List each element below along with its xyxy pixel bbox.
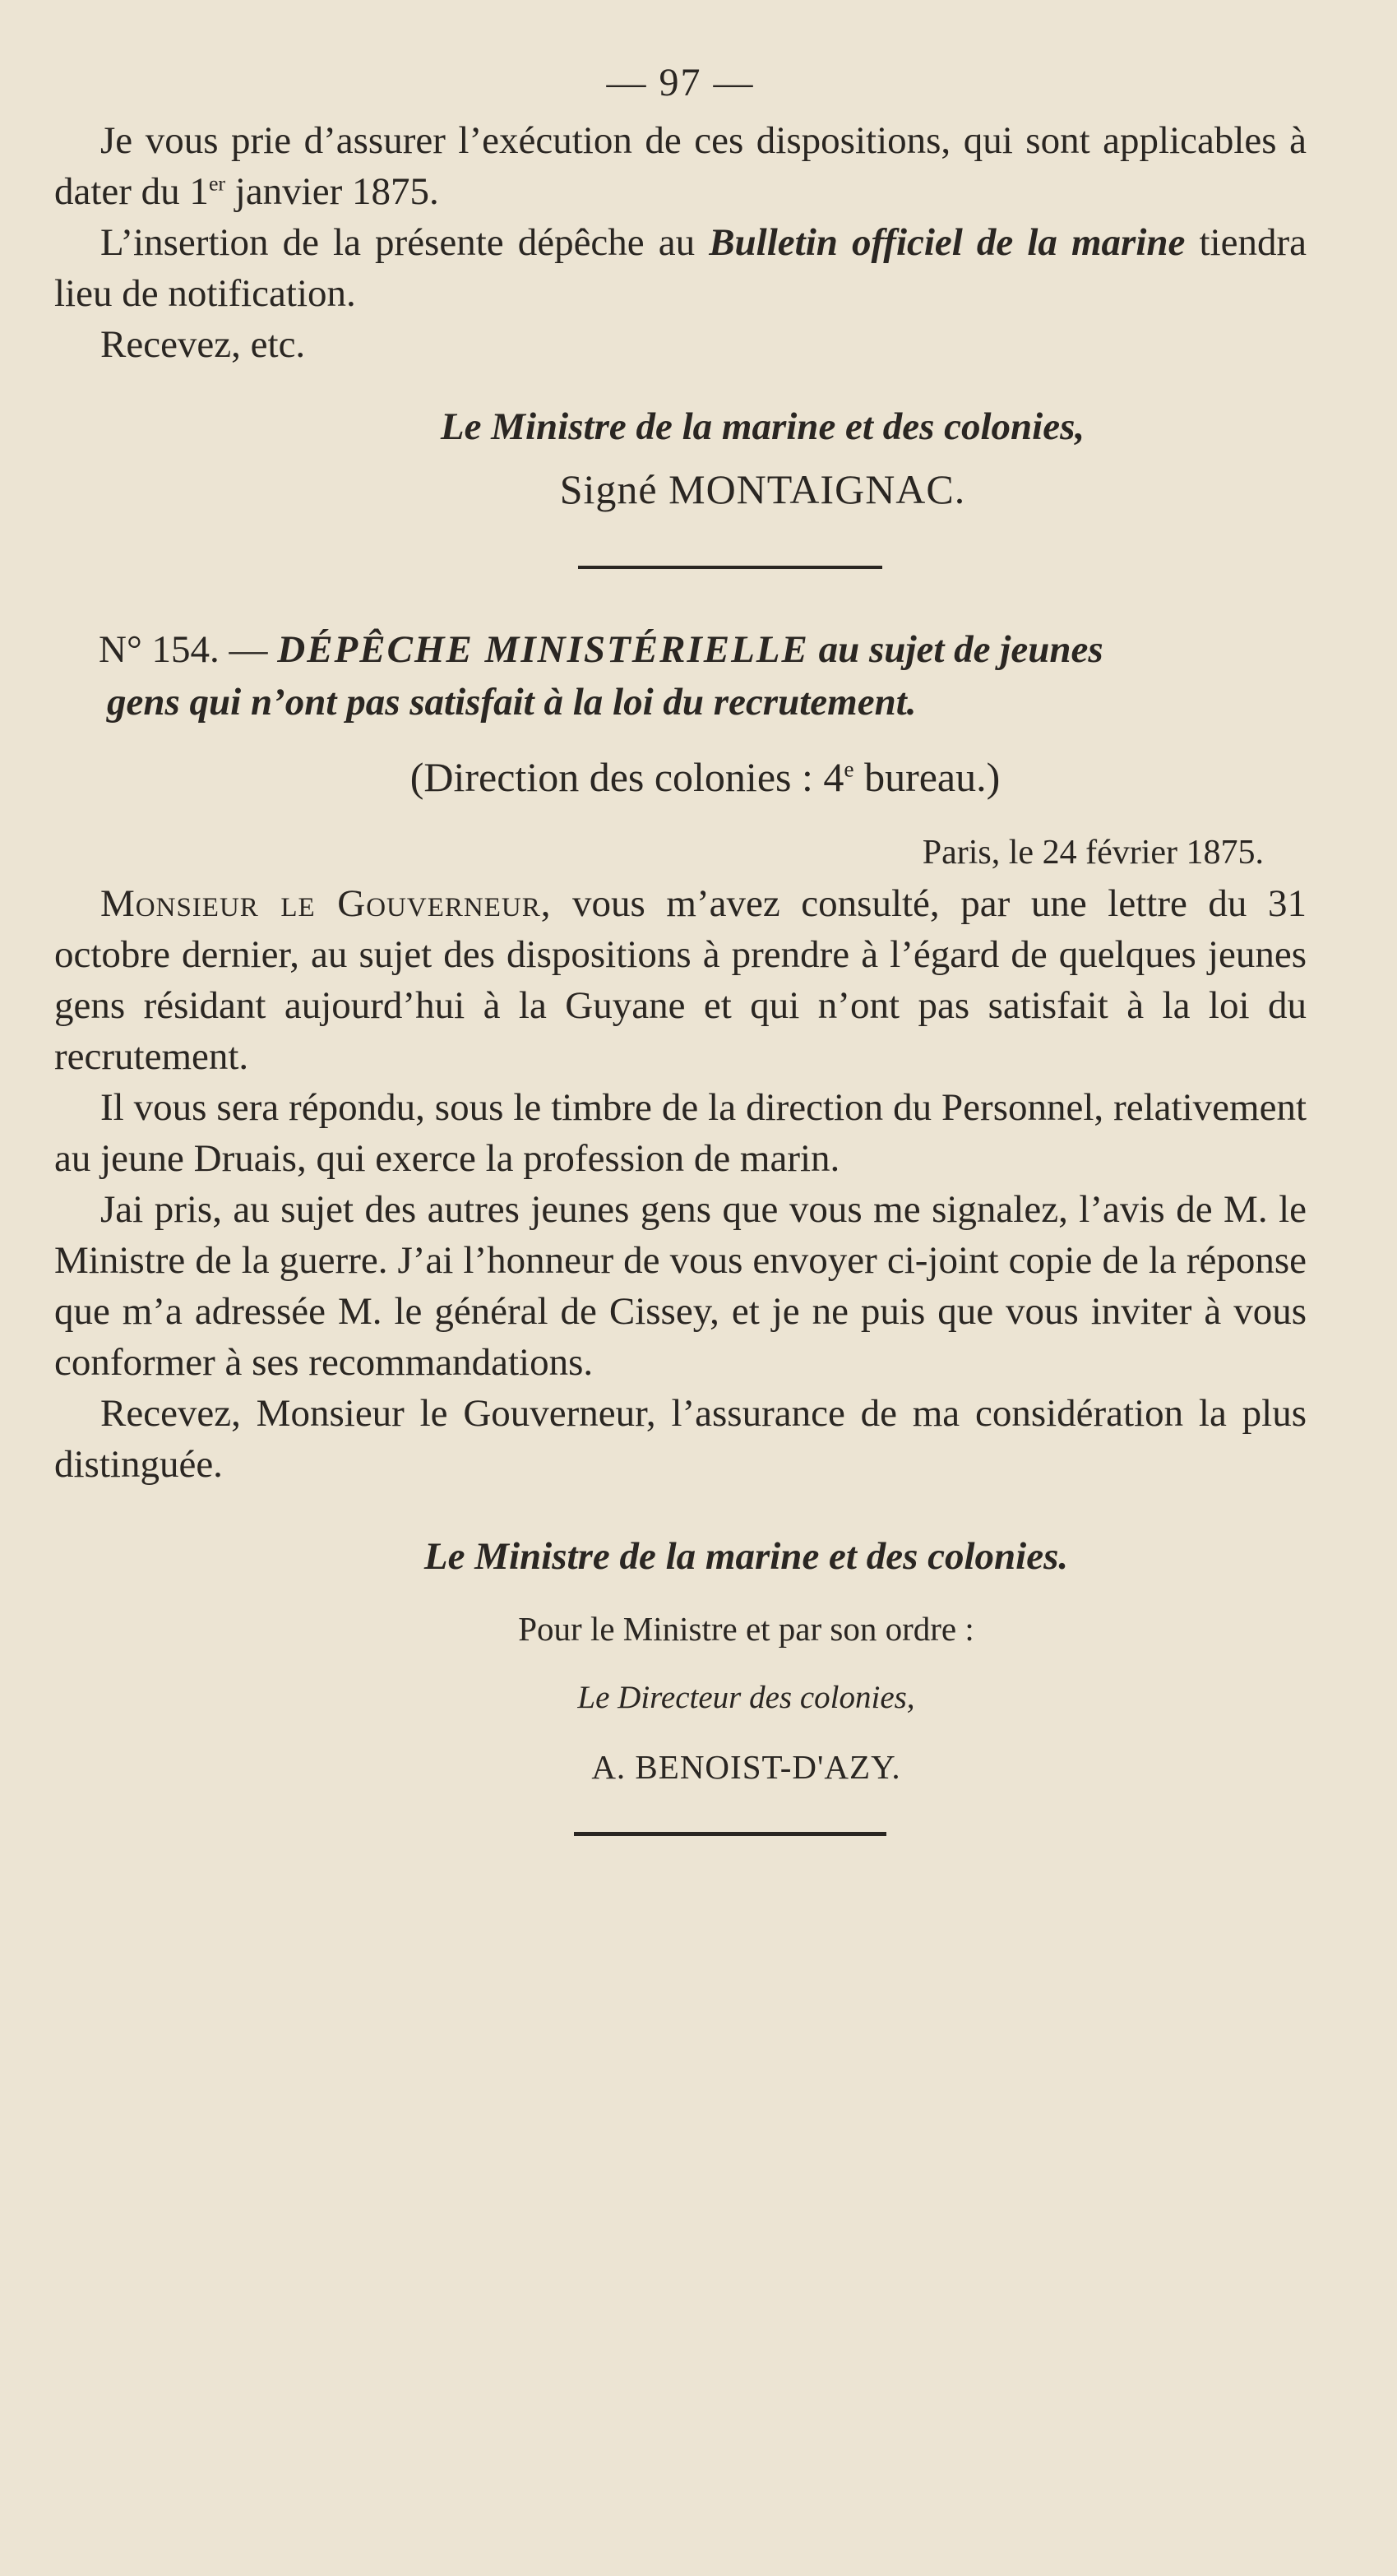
signature-1-title: Le Ministre de la marine et des colonies,	[440, 405, 1085, 448]
signature-2-title: Le Ministre de la marine et des colonies.	[423, 1535, 1069, 1578]
heading-line2: gens qui n’ont pas satisfait à la loi du recrutement.	[107, 681, 917, 724]
section-heading	[54, 623, 1307, 728]
heading-caps: DÉPÊCHE MINISTÉRIELLE	[277, 628, 809, 671]
direction-line	[54, 752, 1307, 802]
paragraph-insertion	[54, 217, 1307, 319]
body-paragraph-1	[54, 878, 1307, 1082]
heading-number: N° 154. —	[99, 628, 278, 671]
signature-2-director: Le Directeur des colonies,	[577, 1680, 915, 1715]
signature-2-order: Pour le Ministre et par son ordre :	[518, 1610, 974, 1648]
body-paragraph-2: Il vous sera répondu, sous le timbre de la direction du Personnel, relativement au jeune Druais, qui exerce la profession de marin.	[54, 1086, 1307, 1180]
heading-line1-rest: au sujet de jeunes	[808, 628, 1103, 671]
page-number: — 97 —	[606, 61, 755, 104]
paragraph-insertion-start: L’insertion de la présente dépêche au	[100, 221, 710, 264]
signature-1-name: Signé MONTAIGNAC.	[559, 466, 966, 512]
paragraph-execution-text: Je vous prie d’assurer l’exécution de ces dispositions, qui sont applicables à dater du 1	[54, 119, 1307, 213]
body-paragraph-4: Recevez, Monsieur le Gouverneur, l’assurance de ma considération la plus distinguée.	[54, 1392, 1307, 1486]
signature-2-name: A. BENOIST-D'AZY.	[591, 1748, 901, 1786]
body-paragraph-1-text: vous m’avez consulté, par une lettre du 31 octobre dernier, au sujet des dispositions à prendre à l’égard de quelques jeunes gens résidant aujourd’hui à la Guyane et qui n’ont pas satisfait à la loi du recrutement.	[54, 882, 1307, 1078]
paragraph-execution-end: janvier 1875.	[225, 170, 439, 213]
paragraph-insertion-end: tiendra lieu de notification.	[54, 221, 1307, 315]
direction-start: (Direction des colonies : 4	[409, 754, 844, 800]
bulletin-title: Bulletin officiel de la marine	[709, 221, 1186, 264]
paragraph-closing: Recevez, etc.	[100, 323, 306, 366]
signature-block-1	[54, 401, 1307, 515]
dateline: Paris, le 24 février 1875.	[922, 834, 1264, 872]
section-divider-2	[574, 1832, 886, 1836]
superscript-er: er	[208, 171, 226, 196]
direction-end: bureau.)	[853, 754, 1001, 800]
section-divider-1	[578, 566, 882, 569]
body-paragraph-3: Jai pris, au sujet des autres jeunes gens que vous me signalez, l’avis de M. le Ministre de la guerre. J’ai l’honneur de vous envoyer ci-joint copie de la réponse que m’a adressée M. le général de Cissey, et je ne puis que vous inviter à vous conformer à ses recommandations.	[54, 1188, 1307, 1384]
salutation: Monsieur le Gouverneur,	[100, 882, 552, 925]
direction-sup: e	[844, 756, 854, 782]
paragraph-execution	[54, 115, 1307, 217]
